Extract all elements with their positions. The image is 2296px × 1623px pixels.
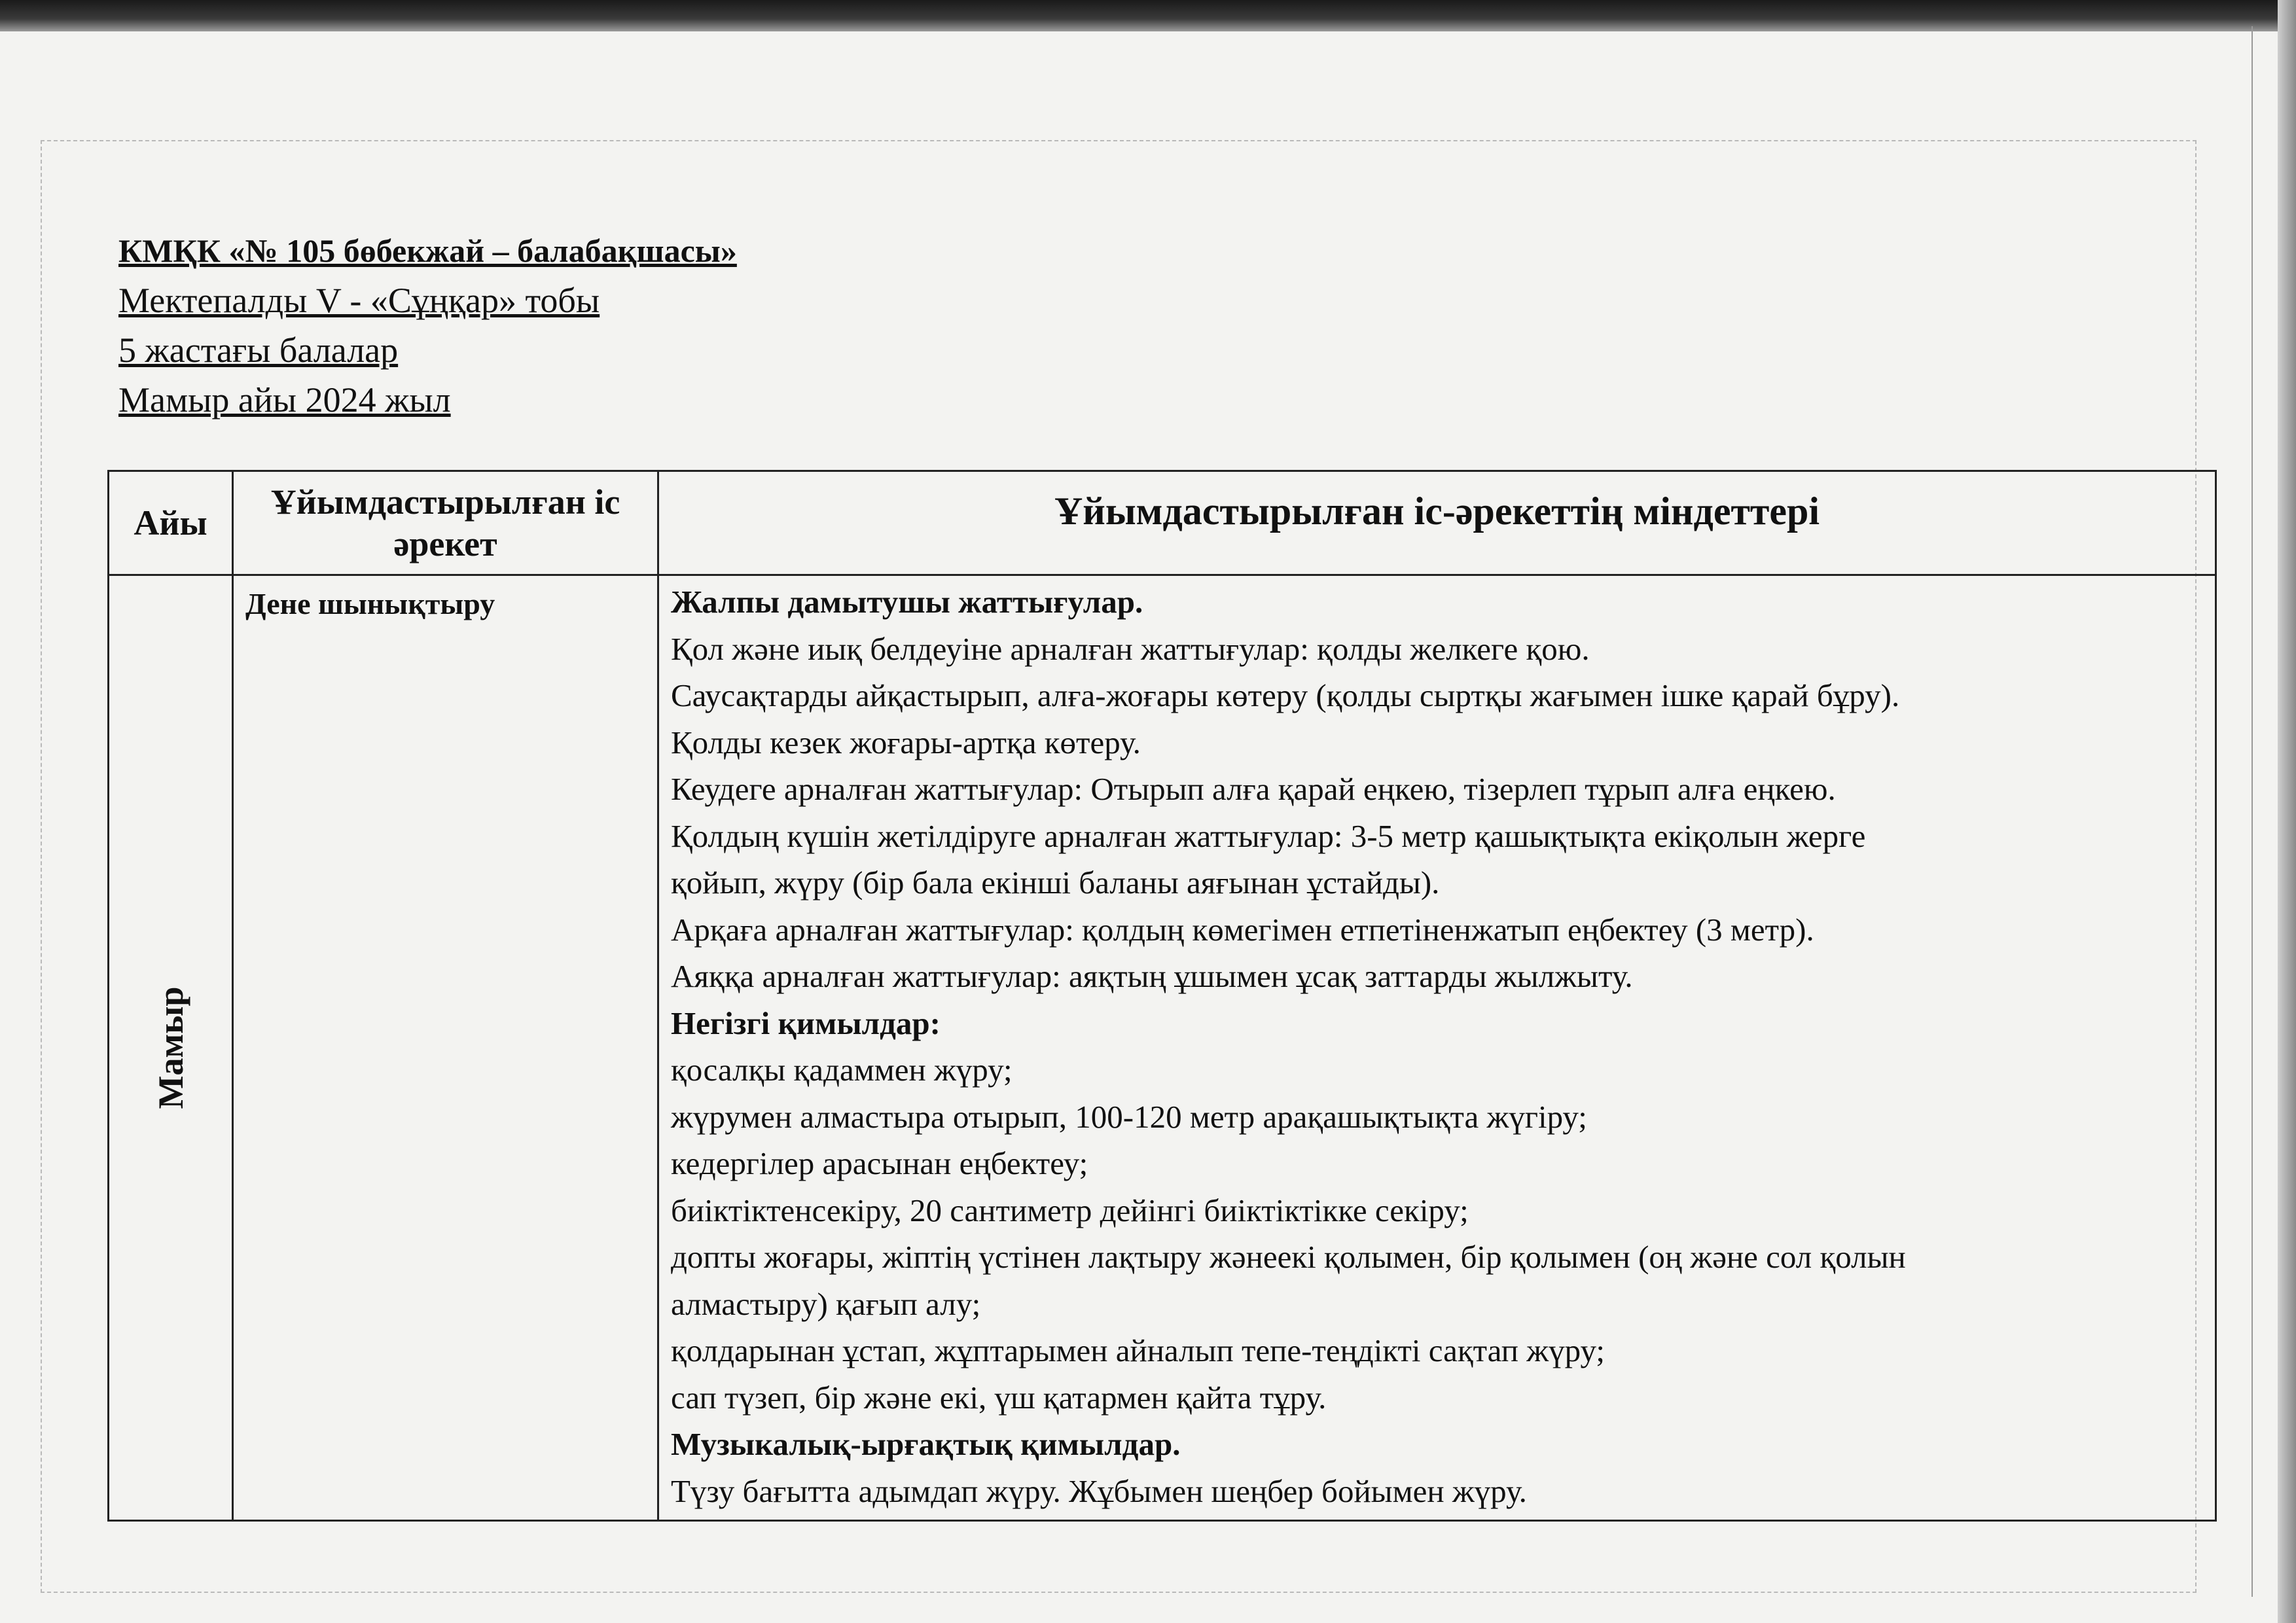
task-line: алмастыру) қағып алу; bbox=[671, 1285, 981, 1322]
page-edge-line bbox=[2251, 26, 2253, 1597]
activity-cell: Дене шынықтыру bbox=[233, 575, 658, 1521]
tasks-cell bbox=[658, 575, 2216, 1521]
column-header-month: Айы bbox=[109, 471, 233, 575]
table-header-row bbox=[109, 471, 2216, 575]
task-section-heading: Жалпы дамытушы жаттығулар. bbox=[671, 584, 1143, 620]
task-line: Саусақтарды айқастырып, алға-жоғары көтеру (қолды сыртқы жағымен ішке қарай бұру). bbox=[671, 677, 1900, 713]
activity-plan-table bbox=[107, 470, 2217, 1522]
task-line: жүрумен алмастыра отырып, 100-120 метр арақашықтықта жүгіру; bbox=[671, 1098, 1587, 1135]
document-header bbox=[118, 226, 737, 425]
column-header-tasks: Ұйымдастырылған іс-әрекеттің міндеттері bbox=[658, 471, 2216, 575]
task-section-heading: Музыкалық-ырғақтық қимылдар. bbox=[671, 1426, 1181, 1462]
org-name: КМҚК «№ 105 бөбекжай – балабақшасы» bbox=[118, 232, 737, 269]
task-list bbox=[671, 579, 2206, 1514]
task-line: қойып, жүру (бір бала екінші баланы аяғынан ұстайды). bbox=[671, 865, 1440, 901]
month-cell bbox=[109, 575, 233, 1521]
task-line: сап түзеп, бір және екі, үш қатармен қайта тұру. bbox=[671, 1379, 1327, 1416]
scan-dark-edge bbox=[0, 0, 2296, 31]
age-group: 5 жастағы балалар bbox=[118, 330, 399, 370]
task-line: қолдарынан ұстап, жұптарымен айналып тепе-теңдікті сақтап жүру; bbox=[671, 1332, 1605, 1368]
task-section-heading: Негізгі қимылдар: bbox=[671, 1005, 941, 1041]
task-line: кедергілер арасынан еңбектеу; bbox=[671, 1145, 1088, 1181]
task-line: Арқаға арналған жаттығулар: қолдың көмегімен етпетіненжатып еңбектеу (3 метр). bbox=[671, 911, 1814, 948]
month-label: Мамыр bbox=[151, 986, 190, 1109]
task-line: Аяққа арналған жаттығулар: аяқтың ұшымен ұсақ заттарды жылжыту. bbox=[671, 958, 1633, 994]
table-row bbox=[109, 575, 2216, 1521]
task-line: Қолдың күшін жетілдіруге арналған жаттығулар: 3-5 метр қашықтықта екіқолын жерге bbox=[671, 817, 1866, 854]
column-header-activity: Ұйымдастырылған іс әрекет bbox=[233, 471, 658, 575]
task-line: допты жоғары, жіптің үстінен лақтыру жәнеекі қолымен, бір қолымен (оң және сол қолын bbox=[671, 1239, 1906, 1275]
task-line: Түзу бағытта адымдап жүру. Жұбымен шеңбер бойымен жүру. bbox=[671, 1472, 1527, 1509]
scan-right-edge bbox=[2278, 0, 2296, 1623]
task-line: Кеудеге арналған жаттығулар: Отырып алға қарай еңкею, тізерлеп тұрып алға еңкею. bbox=[671, 771, 1836, 807]
task-line: Қолды кезек жоғары-артқа көтеру. bbox=[671, 724, 1141, 760]
task-line: биіктіктенсекіру, 20 сантиметр дейінгі биіктіктікке секіру; bbox=[671, 1192, 1469, 1228]
task-line: қосалқы қадаммен жүру; bbox=[671, 1052, 1013, 1088]
task-line: Қол және иық белдеуіне арналған жаттығулар: қолды желкеге қою. bbox=[671, 630, 1590, 667]
period: Мамыр айы 2024 жыл bbox=[118, 380, 451, 419]
group-name: Мектепалды V - «Сұңқар» тобы bbox=[118, 281, 600, 320]
